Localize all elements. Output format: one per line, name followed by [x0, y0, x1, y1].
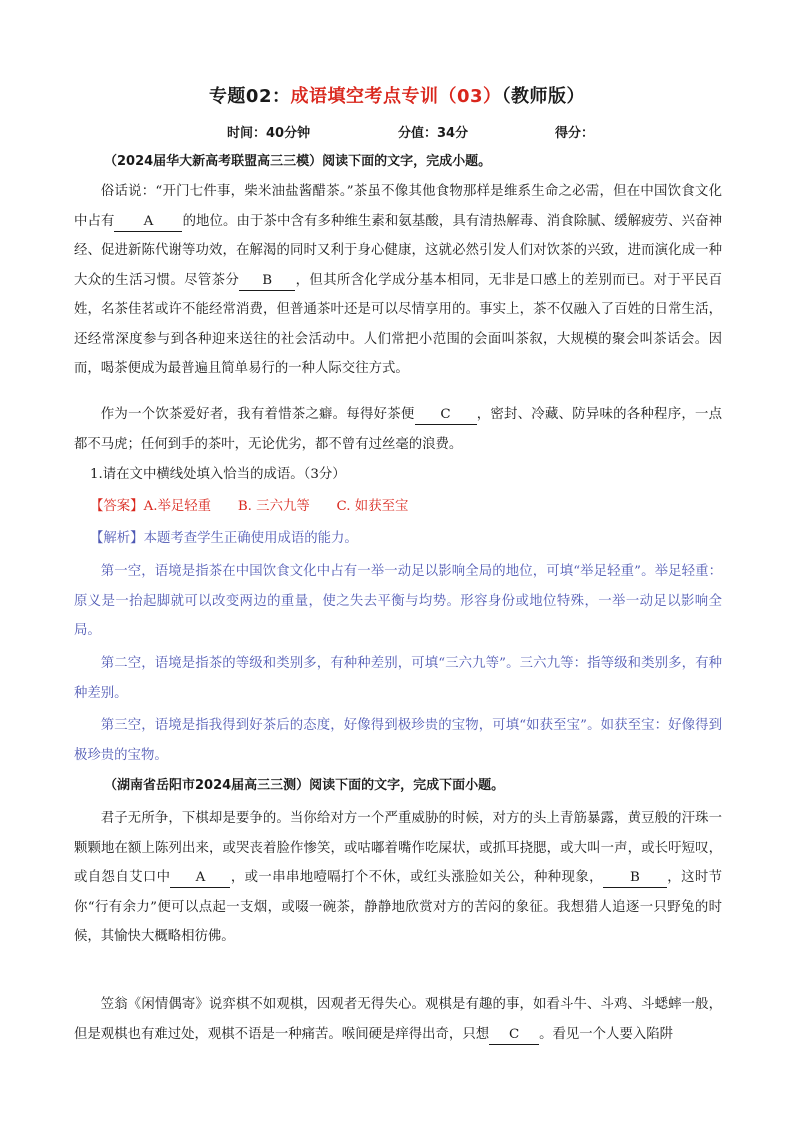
analysis-label: 【解析】 — [90, 531, 144, 546]
text-segment: 的地位。由于茶中含有多种维生素和氨基酸，具有清热解毒、消食除腻、缓解疲劳、兴奋神经、促进新陈代谢等功效，在解渴的同时又利于身心健康，这就必然引发人们对饮茶的兴致，进而演化成一种大众的生活习惯。尽管茶分 — [74, 213, 723, 288]
blank-b-label: B — [629, 870, 640, 885]
title-prefix: 专题02： — [208, 86, 291, 107]
text-segment: ，密封、冷藏、防异味的各种程序，一点都不马虎；任何到手的茶叶，无论优劣，都不曾有过丝毫的浪费。 — [74, 407, 723, 452]
question-1: 1.请在文中横线处填入恰当的成语。（3分） — [90, 467, 346, 482]
blank-c — [415, 406, 477, 425]
section2-paragraph-2 — [74, 990, 722, 1049]
text-segment: 俗话说：“开门七件事，柴米油盐酱醋茶。”茶虽不像其他食物那样是维系生命之必需，但在中国饮食文化中占有 — [74, 184, 722, 229]
blank-a-label: A — [195, 870, 206, 885]
explanation-2: 第二空，语境是指茶的等级和类别多，有种种差别，可填“三六九等”。三六九等：指等级和类别多，有种种差别。 — [74, 656, 722, 701]
title-main: 成语填空考点专训（03） — [290, 86, 502, 107]
page-title — [0, 82, 794, 108]
blank-b — [603, 869, 667, 888]
section1-source: （2024届华大新高考联盟高三三模）阅读下面的文字，完成小题。 — [104, 154, 492, 169]
explanation-1: 第一空，语境是指茶在中国饮食文化中占有一举一动足以影响全局的地位，可填“举足轻重”。举足轻重：原义是一抬起脚就可以改变两边的重量，使之失去平衡与均势。形容身份或地位特殊，一举一动足以影响全局。 — [74, 564, 722, 638]
time-label: 时间：40分钟 — [227, 126, 311, 141]
answer-label: 【答案】 — [90, 499, 144, 514]
answer-text: A.举足轻重 B. 三六九等 C. 如获至宝 — [143, 499, 409, 514]
explanation-3: 第三空，语境是指我得到好茶后的态度，好像得到极珍贵的宝物，可填“如获至宝”。如获至宝：好像得到极珍贵的宝物。 — [74, 718, 722, 763]
points-label: 得分： — [555, 126, 595, 141]
blank-c — [489, 1026, 539, 1045]
section1-paragraph-1 — [74, 177, 722, 384]
section1-paragraph-2 — [74, 400, 722, 459]
section2-source: （湖南省岳阳市2024届高三三测）阅读下面的文字，完成下面小题。 — [104, 778, 505, 793]
text-segment: 君子无所争，下棋却是要争的。当你给对方一个严重威胁的时候，对方的头上青筋暴露，黄豆般的汗珠一颗颗地在额上陈列出来，或哭丧着脸作惨笑，或咕嘟着嘴作吃屎状，或抓耳挠腮，或大叫一声，或长吁短叹，或自怨自艾口中 — [74, 811, 722, 885]
blank-b — [239, 272, 295, 291]
text-segment: 作为一个饮茶爱好者，我有着惜茶之癖。每得好茶便 — [100, 407, 415, 422]
text-segment: 笠翁《闲情偶寄》说弈棋不如观棋，因观者无得失心。观棋是有趣的事，如看斗牛、斗鸡、斗蟋蟀一般，但是观棋也有难过处，观棋不语是一种痛苦。喉间硬是痒得出奇，只想 — [74, 997, 722, 1042]
blank-a — [170, 869, 230, 888]
score-label: 分值：34分 — [398, 126, 469, 141]
answer-line — [90, 492, 722, 522]
title-suffix: （教师版） — [501, 86, 586, 107]
text-segment: ，但其所含化学成分基本相同，无非是口感上的差别而已。对于平民百姓，名茶佳茗或许不能经常消费，但普通茶叶还是可以尽情享用的。事实上，茶不仅融入了百姓的日常生活，还经常深度参与到各种迎来送往的社会活动中。人们常把小范围的会面叫茶叙，大规模的聚会叫茶话会。因而，喝茶便成为最普遍且简单易行的一种人际交往方式。 — [74, 272, 723, 376]
blank-a-label: A — [143, 213, 154, 229]
blank-c-label: C — [440, 407, 451, 422]
blank-c-label: C — [508, 1026, 520, 1042]
text-segment: ，或一串串地噎嗝打个不休，或红头涨脸如关公，种种现象， — [230, 870, 603, 885]
analysis-line — [90, 524, 722, 554]
text-segment: ，这时节你“行有余力”便可以点起一支烟，或啜一碗茶，静静地欣赏对方的苦闷的象征。我想猎人追逐一只野兔的时候，其愉快大概略相彷佛。 — [74, 870, 723, 944]
analysis-text: 本题考查学生正确使用成语的能力。 — [143, 531, 358, 546]
text-segment: 。看见一个人要入陷阱 — [539, 1026, 674, 1042]
blank-a — [114, 213, 182, 232]
section2-paragraph-1 — [74, 804, 722, 952]
blank-b-label: B — [262, 272, 273, 288]
